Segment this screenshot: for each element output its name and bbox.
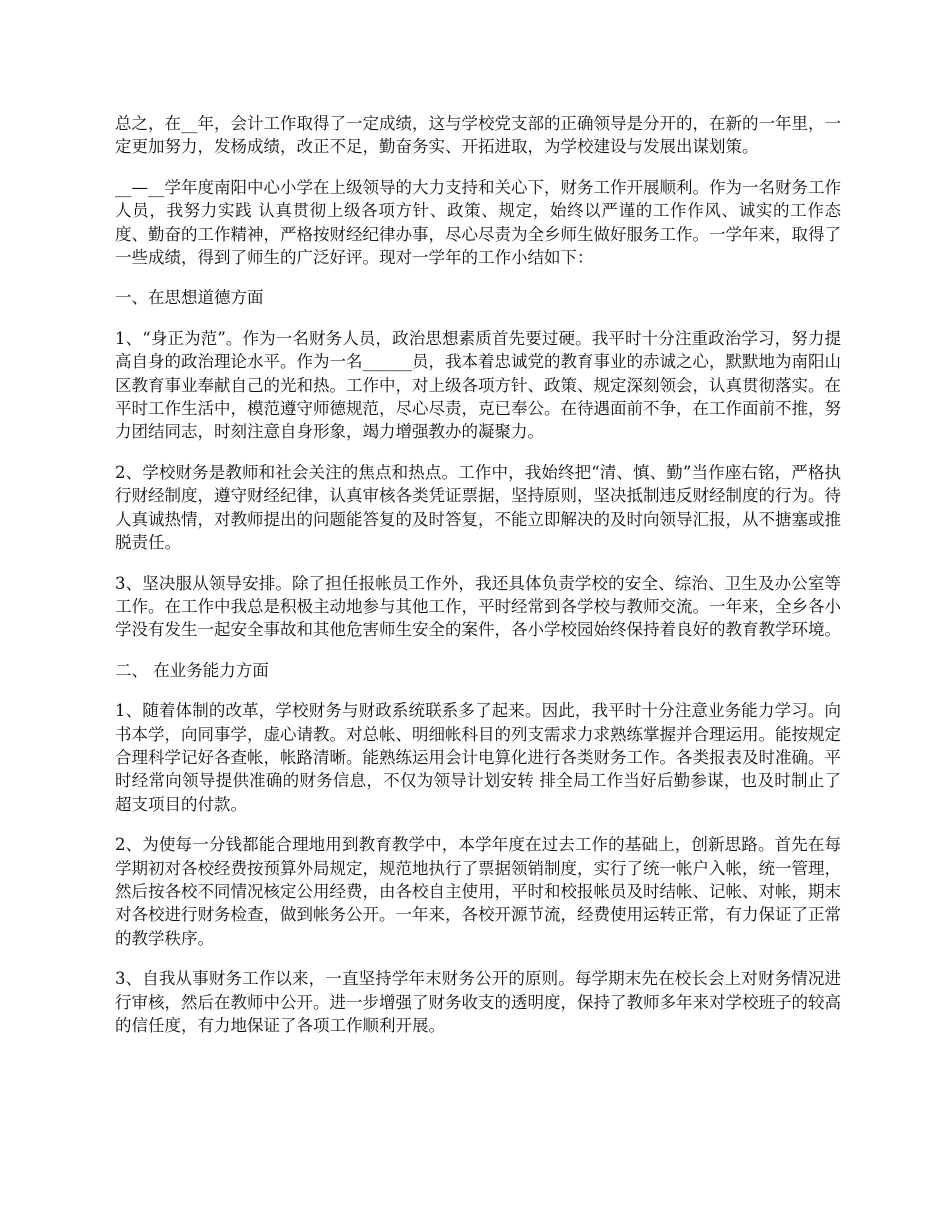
section-heading-business: 二、 在业务能力方面 — [115, 660, 269, 680]
paragraph-introduction: __—__学年度南阳中心小学在上级领导的大力支持和关心下，财务工作开展顺利。作为一名财务工作人员，我努力实践 认真贯彻上级各项方针、政策、规定，始终以严谨的工作作风、诚实的工作态度、勤奋的工作精神，严格按财经纪律办事，尽心尽责为全乡师生做好服务工作。一学年来，取得了一些成绩，得到了师生的广泛好评。现对一学年的工作小结如下： — [115, 177, 841, 268]
paragraph-ideology-1: 1、“身正为范”。作为一名财务人员，政治思想素质首先要过硬。我平时十分注重政治学习，努力提高自身的政治理论水平。作为一名______员，我本着忠诚党的教育事业的赤诚之心，默默地为南阳山区教育事业奉献自己的光和热。工作中，对上级各项方针、政策、规定深刻领会，认真贯彻落实。在平时工作生活中，模范遵守师德规范，尽心尽责，克已奉公。在待遇面前不争，在工作面前不推，努力团结同志，时刻注意自身形象，竭力增强教办的凝聚力。 — [115, 328, 841, 442]
paragraph-business-2: 2、为使每一分钱都能合理地用到教育教学中，本学年度在过去工作的基础上，创新思路。首先在每学期初对各校经费按预算外局规定，规范地执行了票据领销制度，实行了统一帐户入帐，统一管理，然后按各校不同情况核定公用经费，由各校自主使用，平时和校报帐员及时结帐、记帐、对帐，期末对各校进行财务检查，做到帐务公开。一年来，各校开源节流，经费使用运转正常，有力保证了正常的教学秩序。 — [115, 835, 841, 948]
paragraph-business-3: 3、自我从事财务工作以来，一直坚持学年末财务公开的原则。每学期末先在校长会上对财务情况进行审核，然后在教师中公开。进一步增强了财务收支的透明度，保持了教师多年来对学校班子的较高的信任度，有力地保证了各项工作顺利开展。 — [115, 969, 841, 1035]
document-body — [115, 112, 841, 1054]
paragraph-ideology-3: 3、坚决服从领导安排。除了担任报帐员工作外，我还具体负责学校的安全、综治、卫生及办公室等工作。在工作中我总是积极主动地参与其他工作，平时经常到各学校与教师交流。一年来，全乡各小学没有发生一起安全事故和其他危害师生安全的案件，各小学校园始终保持着良好的教育教学环境。 — [115, 573, 841, 640]
paragraph-business-1: 1、随着体制的改革，学校财务与财政系统联系多了起来。因此，我平时十分注意业务能力学习。向书本学，向同事学，虚心请教。对总帐、明细帐科目的列支需求力求熟练掌握并合理运用。能按规定合理科学记好各查帐，帐路清晰。能熟练运用会计电算化进行各类财务工作。各类报表及时准确。平时经常向领导提供准确的财务信息，不仅为领导计划安转 排全局工作当好后勤参谋，也及时制止了超支项目的付款。 — [115, 701, 841, 814]
paragraph-ideology-2: 2、学校财务是教师和社会关注的焦点和热点。工作中，我始终把“清、慎、勤”当作座右铭，严格执行财经制度，遵守财经纪律，认真审核各类凭证票据，坚持原则，坚决抵制违反财经制度的行为。待人真诚热情，对教师提出的问题能答复的及时答复，不能立即解决的及时向领导汇报，从不搪塞或推脱责任。 — [115, 462, 841, 553]
paragraph-conclusion: 总之，在__年，会计工作取得了一定成绩，这与学校党支部的正确领导是分开的，在新的一年里，一定更加努力，发杨成绩，改正不足，勤奋务实、开拓进取，为学校建设与发展出谋划策。 — [115, 114, 841, 157]
section-heading-ideology: 一、在思想道德方面 — [115, 288, 264, 308]
